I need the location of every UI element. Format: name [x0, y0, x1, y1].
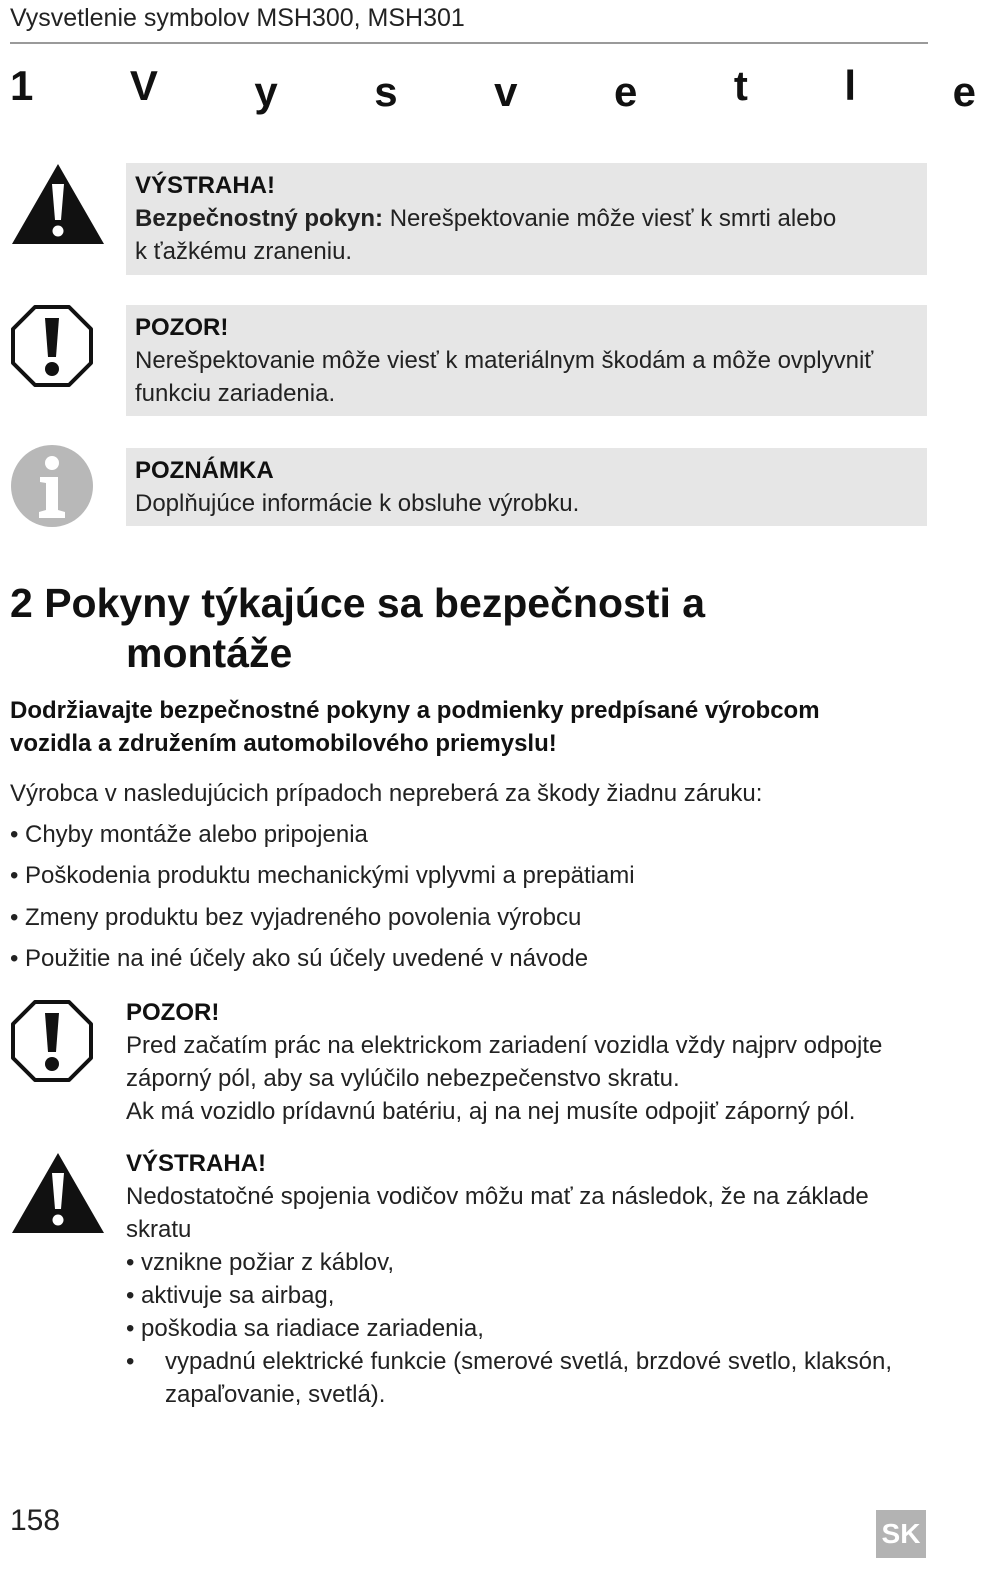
warning-notice-title: VÝSTRAHA!: [126, 1150, 267, 1177]
safety-note-label: Bezpečnostný pokyn:: [135, 205, 384, 232]
warning-notice: VÝSTRAHA! Nedostatočné spojenia vodičov môžu mať za následok, že na základe skratu • vznikne požiar z káblov, • aktivuje sa airbag, • poškodia sa riadiace zariadenia, • vypadnú elektrické funkcie (smerové svetlá, brzdové svetlo, klaksón, zapaľovanie, svetlá).: [126, 1147, 926, 1411]
list-item: • Poškodenia produktu mechanickými vplyvmi a prepätiami: [10, 862, 635, 890]
note-title: POZNÁMKA: [135, 457, 274, 484]
language-tab: SK: [876, 1510, 926, 1558]
heading-letter: l: [844, 62, 857, 109]
caution-description: Nerešpektovanie môže viesť k materiálnym škodám a môže ovplyvniť: [135, 347, 874, 374]
warning-description: Bezpečnostný pokyn: Nerešpektovanie môže viesť k smrti alebo: [135, 205, 837, 232]
caution-definition-box: [126, 305, 927, 416]
list-item: • poškodia sa riadiace zariadenia,: [126, 1315, 484, 1342]
page-number: 158: [10, 1504, 61, 1537]
heading-letter: v: [494, 68, 518, 115]
caution-title: POZOR!: [135, 314, 229, 341]
heading-letter: t: [733, 62, 748, 109]
note-description: Doplňujúce informácie k obsluhe výrobku.: [135, 490, 580, 517]
list-item: • vznikne požiar z káblov,: [126, 1249, 395, 1276]
heading-letter: V: [129, 62, 158, 109]
running-header: Vysvetlenie symbolov MSH300, MSH301: [10, 4, 465, 32]
warning-triangle-icon: [10, 162, 106, 246]
list-item: • Použitie na iné účely ako sú účely uvedené v návode: [10, 944, 589, 972]
heading-letter: y: [254, 68, 278, 115]
caution-notice-title: POZOR!: [126, 999, 220, 1026]
warning-description-cont: k ťažkému zraneniu.: [135, 238, 353, 265]
warranty-intro: Výrobca v nasledujúcich prípadoch nepreberá za škody žiadnu záruku:: [10, 780, 763, 807]
list-item: • vypadnú elektrické funkcie (smerové svetlá, brzdové svetlo, klaksón,: [126, 1348, 892, 1375]
warning-triangle-icon: [10, 1151, 106, 1235]
list-item: • aktivuje sa airbag,: [126, 1282, 335, 1309]
exclamation-octagon-icon: [10, 304, 94, 388]
exclamation-octagon-icon: [10, 999, 94, 1083]
heading-letter: e: [614, 68, 638, 115]
list-item: • Zmeny produktu bez vyjadreného povolenia výrobcu: [10, 903, 582, 931]
heading-letter: 1: [10, 62, 34, 109]
section-2-heading: 2 Pokyny týkajúce sa bezpečnosti a montáže: [10, 580, 706, 676]
warning-definition-box: [126, 163, 927, 275]
heading-letter: e: [952, 68, 976, 115]
header-rule: [10, 42, 928, 44]
caution-notice: POZOR! Pred začatím prác na elektrickom zariadení vozidla vždy najprv odpojte záporný pól, aby sa vylúčilo nebezpečenstvo skratu. Ak má vozidlo prídavnú batériu, aj na nej musíte odpojiť záporný pól.: [126, 996, 926, 1128]
warning-title: VÝSTRAHA!: [135, 172, 276, 199]
heading-letter: s: [374, 68, 398, 115]
caution-description-cont: funkciu zariadenia.: [135, 380, 336, 407]
warranty-exclusions-list: [10, 818, 635, 983]
section-2-lead: Dodržiavajte bezpečnostné pokyny a podmienky predpísané výrobcom vozidla a združením automobilového priemyslu!: [10, 697, 820, 757]
note-definition-box: [126, 448, 927, 526]
info-circle-icon: [10, 444, 94, 528]
list-item: • Chyby montáže alebo pripojenia: [10, 821, 368, 848]
section-1-heading: [10, 62, 976, 118]
